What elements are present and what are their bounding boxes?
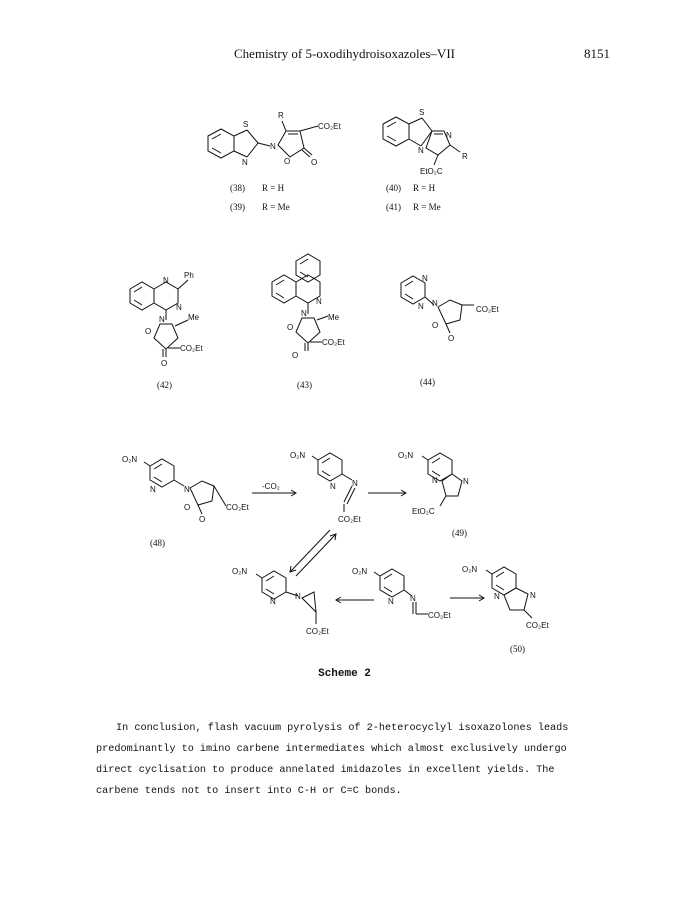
value-38: R = H (262, 183, 285, 193)
c44-sub-ester: CO₂Et (476, 305, 499, 314)
c44-atom-o1: O (432, 321, 439, 330)
compound-48 (122, 455, 249, 548)
carbene1-atom-n1: N (330, 482, 336, 491)
label-48: (48) (150, 538, 165, 548)
azirine-intermediate (232, 567, 329, 636)
value-41: R = Me (413, 202, 441, 212)
label-40: (40) (386, 183, 401, 193)
label-44: (44) (420, 377, 435, 387)
page-number: 8151 (584, 46, 610, 61)
c42-sub-ester: CO₂Et (180, 344, 203, 353)
c49-sub-no2: O₂N (398, 451, 414, 460)
carbene-intermediate-2 (352, 567, 451, 620)
c43-atom-o1: O (287, 323, 294, 332)
label-43: (43) (297, 380, 312, 390)
c43-atom-n2: N (301, 309, 307, 318)
carbene1-atom-n2: N (352, 479, 358, 488)
c38-atom-s: S (243, 120, 249, 129)
c50-atom-n2: N (494, 592, 500, 601)
azirine-sub-ester: CO₂Et (306, 627, 329, 636)
carbene-intermediate-1 (290, 451, 361, 524)
compound-40-41 (383, 108, 468, 212)
c44-atom-n3: N (432, 299, 438, 308)
c43-sub-ester: CO₂Et (322, 338, 345, 347)
running-title: Chemistry of 5-oxodihydroisoxazoles–VII (234, 46, 455, 61)
c48-atom-n1: N (150, 485, 156, 494)
c38-sub-ester: CO₂Et (318, 122, 341, 131)
label-39: (39) (230, 202, 245, 212)
c49-atom-n1: N (463, 477, 469, 486)
carbene2-atom-n2: N (410, 594, 416, 603)
carbene2-sub-no2: O₂N (352, 567, 368, 576)
c49-atom-n2: N (432, 476, 438, 485)
conclusion-line: direct cyclisation to produce annelated imidazoles in excellent yields. The (96, 765, 555, 776)
arrow-label-co2: -CO₂ (262, 482, 280, 491)
c50-sub-no2: O₂N (462, 565, 478, 574)
c38-atom-o1: O (284, 157, 291, 166)
arrow-decarboxylation (252, 482, 296, 496)
c38-sub-r: R (278, 111, 284, 120)
label-38: (38) (230, 183, 245, 193)
label-42: (42) (157, 380, 172, 390)
c40-atom-s: S (419, 108, 425, 117)
conclusion-line: In conclusion, flash vacuum pyrolysis of 2-heterocyclyl isoxazolones leads (116, 723, 569, 734)
carbene2-atom-n1: N (388, 597, 394, 606)
c48-sub-ester: CO₂Et (226, 503, 249, 512)
compound-38-39 (208, 111, 341, 212)
azirine-atom-n2: N (295, 592, 301, 601)
label-50: (50) (510, 644, 525, 654)
compound-49 (398, 451, 469, 538)
compound-43 (272, 254, 345, 390)
c40-atom-n2: N (418, 146, 424, 155)
c50-atom-n1: N (530, 591, 536, 600)
c40-atom-n1: N (446, 131, 452, 140)
label-41: (41) (386, 202, 401, 212)
c42-atom-n2: N (176, 303, 182, 312)
c48-atom-o2: O (199, 515, 206, 524)
value-40: R = H (413, 183, 436, 193)
c40-sub-r: R (462, 152, 468, 161)
equilibrium-arrows (290, 530, 336, 576)
conclusion-line: predominantly to imino carbene intermediates which almost exclusively undergo (96, 744, 567, 755)
carbene2-sub-ester: CO₂Et (428, 611, 451, 620)
compound-50 (462, 565, 549, 654)
carbene1-sub-ester: CO₂Et (338, 515, 361, 524)
compound-44 (401, 274, 499, 387)
c50-sub-ester: CO₂Et (526, 621, 549, 630)
c40-sub-ester: EtO₂C (420, 167, 443, 176)
c43-atom-n1: N (316, 297, 322, 306)
c43-sub-me: Me (328, 313, 340, 322)
c44-atom-o2: O (448, 334, 455, 343)
c38-atom-o2: O (311, 158, 318, 167)
conclusion-paragraph (96, 718, 596, 802)
c42-atom-n3: N (159, 315, 165, 324)
label-49: (49) (452, 528, 467, 538)
c44-atom-n1: N (422, 274, 428, 283)
azirine-sub-no2: O₂N (232, 567, 248, 576)
scheme-title: Scheme 2 (318, 668, 371, 680)
c48-atom-n2: N (184, 485, 190, 494)
c48-atom-o1: O (184, 503, 191, 512)
c42-atom-o1: O (145, 327, 152, 336)
c42-atom-n1: N (163, 276, 169, 285)
c38-atom-n1: N (242, 158, 248, 167)
carbene1-sub-no2: O₂N (290, 451, 306, 460)
c43-atom-o2: O (292, 351, 299, 360)
conclusion-line: carbene tends not to insert into C-H or C=C bonds. (96, 786, 402, 797)
compound-42 (130, 271, 203, 390)
c44-atom-n2: N (418, 302, 424, 311)
c48-sub-no2: O₂N (122, 455, 138, 464)
c42-sub-ph: Ph (184, 271, 194, 280)
azirine-atom-n1: N (270, 597, 276, 606)
c49-sub-ester: EtO₂C (412, 507, 435, 516)
c38-atom-n2: N (270, 142, 276, 151)
c42-atom-o2: O (161, 359, 168, 368)
c42-sub-me: Me (188, 313, 200, 322)
value-39: R = Me (262, 202, 290, 212)
